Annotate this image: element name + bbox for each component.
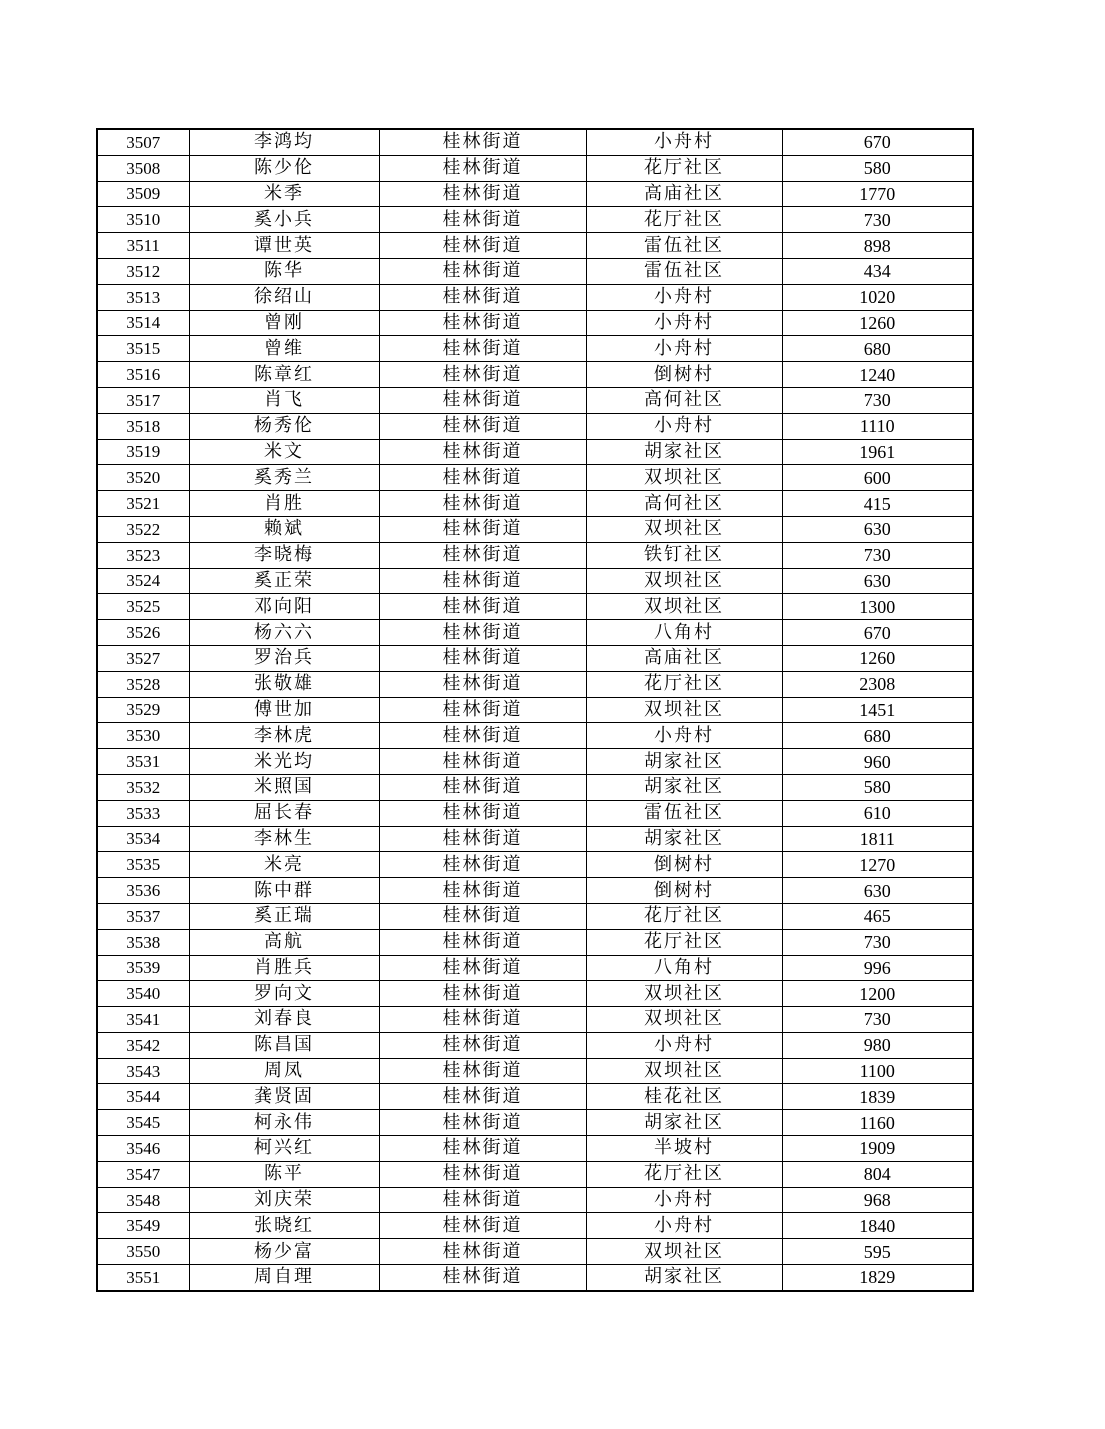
- village-cell: 小舟村: [586, 310, 782, 336]
- row-number-cell: 3523: [97, 542, 189, 568]
- village-cell: 小舟村: [586, 1213, 782, 1239]
- row-number-cell: 3518: [97, 413, 189, 439]
- amount-cell: 996: [782, 955, 973, 981]
- amount-cell: 434: [782, 258, 973, 284]
- table-body: [97, 129, 973, 1291]
- village-cell: 桂花社区: [586, 1084, 782, 1110]
- name-cell: 米光均: [189, 749, 379, 775]
- table-row: [97, 671, 973, 697]
- row-number-cell: 3528: [97, 671, 189, 697]
- village-cell: 胡家社区: [586, 1110, 782, 1136]
- amount-cell: 595: [782, 1239, 973, 1265]
- name-cell: 杨秀伦: [189, 413, 379, 439]
- table-row: [97, 1213, 973, 1239]
- name-cell: 米文: [189, 439, 379, 465]
- village-cell: 双坝社区: [586, 568, 782, 594]
- row-number-cell: 3511: [97, 233, 189, 259]
- amount-cell: 730: [782, 387, 973, 413]
- amount-cell: 630: [782, 878, 973, 904]
- row-number-cell: 3547: [97, 1161, 189, 1187]
- name-cell: 陈华: [189, 258, 379, 284]
- row-number-cell: 3526: [97, 620, 189, 646]
- amount-cell: 730: [782, 207, 973, 233]
- table-row: [97, 207, 973, 233]
- amount-cell: 580: [782, 155, 973, 181]
- row-number-cell: 3551: [97, 1265, 189, 1291]
- village-cell: 半坡村: [586, 1136, 782, 1162]
- street-cell: 桂林街道: [379, 981, 586, 1007]
- village-cell: 胡家社区: [586, 439, 782, 465]
- row-number-cell: 3508: [97, 155, 189, 181]
- street-cell: 桂林街道: [379, 723, 586, 749]
- street-cell: 桂林街道: [379, 155, 586, 181]
- table-row: [97, 129, 973, 155]
- amount-cell: 1839: [782, 1084, 973, 1110]
- village-cell: 倒树村: [586, 878, 782, 904]
- amount-cell: 1840: [782, 1213, 973, 1239]
- village-cell: 高何社区: [586, 387, 782, 413]
- amount-cell: 680: [782, 723, 973, 749]
- table-row: [97, 878, 973, 904]
- name-cell: 张敬雄: [189, 671, 379, 697]
- row-number-cell: 3538: [97, 929, 189, 955]
- amount-cell: 968: [782, 1187, 973, 1213]
- amount-cell: 630: [782, 568, 973, 594]
- amount-cell: 580: [782, 774, 973, 800]
- name-cell: 米照国: [189, 774, 379, 800]
- table-row: [97, 284, 973, 310]
- table-row: [97, 258, 973, 284]
- name-cell: 邓向阳: [189, 594, 379, 620]
- street-cell: 桂林街道: [379, 568, 586, 594]
- table-row: [97, 1161, 973, 1187]
- name-cell: 傅世加: [189, 697, 379, 723]
- street-cell: 桂林街道: [379, 491, 586, 517]
- amount-cell: 1020: [782, 284, 973, 310]
- name-cell: 柯永伟: [189, 1110, 379, 1136]
- street-cell: 桂林街道: [379, 181, 586, 207]
- row-number-cell: 3530: [97, 723, 189, 749]
- name-cell: 徐绍山: [189, 284, 379, 310]
- table-row: [97, 568, 973, 594]
- street-cell: 桂林街道: [379, 1136, 586, 1162]
- street-cell: 桂林街道: [379, 284, 586, 310]
- table-row: [97, 310, 973, 336]
- amount-cell: 1200: [782, 981, 973, 1007]
- amount-cell: 2308: [782, 671, 973, 697]
- table-row: [97, 1187, 973, 1213]
- street-cell: 桂林街道: [379, 594, 586, 620]
- village-cell: 花厅社区: [586, 903, 782, 929]
- row-number-cell: 3522: [97, 516, 189, 542]
- name-cell: 肖胜: [189, 491, 379, 517]
- row-number-cell: 3549: [97, 1213, 189, 1239]
- table-row: [97, 413, 973, 439]
- name-cell: 陈少伦: [189, 155, 379, 181]
- table-row: [97, 1007, 973, 1033]
- table-row: [97, 439, 973, 465]
- name-cell: 陈平: [189, 1161, 379, 1187]
- street-cell: 桂林街道: [379, 542, 586, 568]
- name-cell: 杨六六: [189, 620, 379, 646]
- name-cell: 奚正瑞: [189, 903, 379, 929]
- village-cell: 小舟村: [586, 413, 782, 439]
- name-cell: 罗治兵: [189, 645, 379, 671]
- village-cell: 高庙社区: [586, 181, 782, 207]
- village-cell: 高庙社区: [586, 645, 782, 671]
- street-cell: 桂林街道: [379, 207, 586, 233]
- village-cell: 花厅社区: [586, 1161, 782, 1187]
- village-cell: 双坝社区: [586, 465, 782, 491]
- subsidy-table: [96, 128, 974, 1292]
- street-cell: 桂林街道: [379, 233, 586, 259]
- table-row: [97, 542, 973, 568]
- street-cell: 桂林街道: [379, 1265, 586, 1291]
- village-cell: 八角村: [586, 620, 782, 646]
- amount-cell: 960: [782, 749, 973, 775]
- table-row: [97, 336, 973, 362]
- row-number-cell: 3545: [97, 1110, 189, 1136]
- table-row: [97, 1110, 973, 1136]
- village-cell: 小舟村: [586, 284, 782, 310]
- amount-cell: 465: [782, 903, 973, 929]
- row-number-cell: 3513: [97, 284, 189, 310]
- street-cell: 桂林街道: [379, 1239, 586, 1265]
- amount-cell: 600: [782, 465, 973, 491]
- row-number-cell: 3512: [97, 258, 189, 284]
- table-row: [97, 800, 973, 826]
- table-row: [97, 1239, 973, 1265]
- street-cell: 桂林街道: [379, 516, 586, 542]
- amount-cell: 730: [782, 1007, 973, 1033]
- street-cell: 桂林街道: [379, 697, 586, 723]
- table-row: [97, 774, 973, 800]
- village-cell: 双坝社区: [586, 697, 782, 723]
- amount-cell: 1260: [782, 645, 973, 671]
- street-cell: 桂林街道: [379, 671, 586, 697]
- row-number-cell: 3527: [97, 645, 189, 671]
- amount-cell: 1770: [782, 181, 973, 207]
- row-number-cell: 3548: [97, 1187, 189, 1213]
- street-cell: 桂林街道: [379, 1084, 586, 1110]
- amount-cell: 980: [782, 1032, 973, 1058]
- village-cell: 胡家社区: [586, 749, 782, 775]
- village-cell: 胡家社区: [586, 826, 782, 852]
- street-cell: 桂林街道: [379, 258, 586, 284]
- table-row: [97, 981, 973, 1007]
- table-row: [97, 852, 973, 878]
- row-number-cell: 3507: [97, 129, 189, 155]
- street-cell: 桂林街道: [379, 439, 586, 465]
- table-row: [97, 594, 973, 620]
- amount-cell: 610: [782, 800, 973, 826]
- table-row: [97, 929, 973, 955]
- name-cell: 周自理: [189, 1265, 379, 1291]
- name-cell: 奚小兵: [189, 207, 379, 233]
- row-number-cell: 3541: [97, 1007, 189, 1033]
- amount-cell: 804: [782, 1161, 973, 1187]
- street-cell: 桂林街道: [379, 1187, 586, 1213]
- name-cell: 陈中群: [189, 878, 379, 904]
- amount-cell: 1829: [782, 1265, 973, 1291]
- name-cell: 罗向文: [189, 981, 379, 1007]
- name-cell: 陈昌国: [189, 1032, 379, 1058]
- amount-cell: 1260: [782, 310, 973, 336]
- row-number-cell: 3517: [97, 387, 189, 413]
- name-cell: 米季: [189, 181, 379, 207]
- amount-cell: 670: [782, 620, 973, 646]
- row-number-cell: 3543: [97, 1058, 189, 1084]
- village-cell: 胡家社区: [586, 774, 782, 800]
- village-cell: 双坝社区: [586, 981, 782, 1007]
- village-cell: 八角村: [586, 955, 782, 981]
- row-number-cell: 3514: [97, 310, 189, 336]
- table-row: [97, 362, 973, 388]
- street-cell: 桂林街道: [379, 362, 586, 388]
- row-number-cell: 3519: [97, 439, 189, 465]
- table-row: [97, 955, 973, 981]
- name-cell: 米亮: [189, 852, 379, 878]
- name-cell: 刘春良: [189, 1007, 379, 1033]
- row-number-cell: 3539: [97, 955, 189, 981]
- amount-cell: 1451: [782, 697, 973, 723]
- amount-cell: 1909: [782, 1136, 973, 1162]
- street-cell: 桂林街道: [379, 1058, 586, 1084]
- village-cell: 小舟村: [586, 723, 782, 749]
- village-cell: 花厅社区: [586, 671, 782, 697]
- row-number-cell: 3510: [97, 207, 189, 233]
- name-cell: 周凤: [189, 1058, 379, 1084]
- street-cell: 桂林街道: [379, 878, 586, 904]
- street-cell: 桂林街道: [379, 749, 586, 775]
- row-number-cell: 3520: [97, 465, 189, 491]
- street-cell: 桂林街道: [379, 1110, 586, 1136]
- row-number-cell: 3529: [97, 697, 189, 723]
- name-cell: 陈章红: [189, 362, 379, 388]
- row-number-cell: 3546: [97, 1136, 189, 1162]
- table-row: [97, 903, 973, 929]
- row-number-cell: 3525: [97, 594, 189, 620]
- village-cell: 双坝社区: [586, 1058, 782, 1084]
- table-row: [97, 723, 973, 749]
- amount-cell: 1300: [782, 594, 973, 620]
- table-row: [97, 387, 973, 413]
- street-cell: 桂林街道: [379, 826, 586, 852]
- amount-cell: 1270: [782, 852, 973, 878]
- village-cell: 小舟村: [586, 1187, 782, 1213]
- amount-cell: 1811: [782, 826, 973, 852]
- name-cell: 李林生: [189, 826, 379, 852]
- row-number-cell: 3509: [97, 181, 189, 207]
- table-row: [97, 620, 973, 646]
- street-cell: 桂林街道: [379, 310, 586, 336]
- table-row: [97, 233, 973, 259]
- amount-cell: 1240: [782, 362, 973, 388]
- name-cell: 曾刚: [189, 310, 379, 336]
- name-cell: 曾维: [189, 336, 379, 362]
- name-cell: 李晓梅: [189, 542, 379, 568]
- amount-cell: 670: [782, 129, 973, 155]
- row-number-cell: 3532: [97, 774, 189, 800]
- table-row: [97, 491, 973, 517]
- street-cell: 桂林街道: [379, 903, 586, 929]
- row-number-cell: 3537: [97, 903, 189, 929]
- street-cell: 桂林街道: [379, 465, 586, 491]
- village-cell: 双坝社区: [586, 516, 782, 542]
- amount-cell: 1110: [782, 413, 973, 439]
- row-number-cell: 3524: [97, 568, 189, 594]
- village-cell: 小舟村: [586, 336, 782, 362]
- village-cell: 双坝社区: [586, 594, 782, 620]
- name-cell: 李鸿均: [189, 129, 379, 155]
- row-number-cell: 3533: [97, 800, 189, 826]
- village-cell: 双坝社区: [586, 1007, 782, 1033]
- table-row: [97, 1032, 973, 1058]
- table-row: [97, 749, 973, 775]
- table-row: [97, 465, 973, 491]
- village-cell: 双坝社区: [586, 1239, 782, 1265]
- name-cell: 高航: [189, 929, 379, 955]
- row-number-cell: 3544: [97, 1084, 189, 1110]
- street-cell: 桂林街道: [379, 1161, 586, 1187]
- street-cell: 桂林街道: [379, 1213, 586, 1239]
- village-cell: 花厅社区: [586, 155, 782, 181]
- village-cell: 花厅社区: [586, 207, 782, 233]
- amount-cell: 415: [782, 491, 973, 517]
- amount-cell: 730: [782, 542, 973, 568]
- name-cell: 屈长春: [189, 800, 379, 826]
- village-cell: 高何社区: [586, 491, 782, 517]
- name-cell: 张晓红: [189, 1213, 379, 1239]
- table-row: [97, 1084, 973, 1110]
- row-number-cell: 3536: [97, 878, 189, 904]
- village-cell: 倒树村: [586, 852, 782, 878]
- row-number-cell: 3542: [97, 1032, 189, 1058]
- amount-cell: 1100: [782, 1058, 973, 1084]
- row-number-cell: 3540: [97, 981, 189, 1007]
- village-cell: 雷伍社区: [586, 233, 782, 259]
- name-cell: 肖飞: [189, 387, 379, 413]
- street-cell: 桂林街道: [379, 1032, 586, 1058]
- table-row: [97, 1265, 973, 1291]
- name-cell: 杨少富: [189, 1239, 379, 1265]
- name-cell: 谭世英: [189, 233, 379, 259]
- table-row: [97, 1058, 973, 1084]
- street-cell: 桂林街道: [379, 852, 586, 878]
- street-cell: 桂林街道: [379, 645, 586, 671]
- document-table-container: [96, 128, 972, 1292]
- table-row: [97, 645, 973, 671]
- name-cell: 赖斌: [189, 516, 379, 542]
- amount-cell: 630: [782, 516, 973, 542]
- name-cell: 奚正荣: [189, 568, 379, 594]
- village-cell: 雷伍社区: [586, 800, 782, 826]
- village-cell: 倒树村: [586, 362, 782, 388]
- row-number-cell: 3516: [97, 362, 189, 388]
- name-cell: 奚秀兰: [189, 465, 379, 491]
- name-cell: 柯兴红: [189, 1136, 379, 1162]
- row-number-cell: 3515: [97, 336, 189, 362]
- row-number-cell: 3531: [97, 749, 189, 775]
- amount-cell: 680: [782, 336, 973, 362]
- village-cell: 小舟村: [586, 1032, 782, 1058]
- name-cell: 龚贤固: [189, 1084, 379, 1110]
- village-cell: 雷伍社区: [586, 258, 782, 284]
- table-row: [97, 697, 973, 723]
- table-row: [97, 181, 973, 207]
- village-cell: 铁钉社区: [586, 542, 782, 568]
- row-number-cell: 3534: [97, 826, 189, 852]
- amount-cell: 1961: [782, 439, 973, 465]
- street-cell: 桂林街道: [379, 620, 586, 646]
- street-cell: 桂林街道: [379, 774, 586, 800]
- table-row: [97, 826, 973, 852]
- row-number-cell: 3521: [97, 491, 189, 517]
- village-cell: 小舟村: [586, 129, 782, 155]
- row-number-cell: 3535: [97, 852, 189, 878]
- village-cell: 胡家社区: [586, 1265, 782, 1291]
- amount-cell: 1160: [782, 1110, 973, 1136]
- amount-cell: 730: [782, 929, 973, 955]
- table-row: [97, 155, 973, 181]
- street-cell: 桂林街道: [379, 1007, 586, 1033]
- table-row: [97, 1136, 973, 1162]
- amount-cell: 898: [782, 233, 973, 259]
- street-cell: 桂林街道: [379, 929, 586, 955]
- name-cell: 肖胜兵: [189, 955, 379, 981]
- name-cell: 李林虎: [189, 723, 379, 749]
- village-cell: 花厅社区: [586, 929, 782, 955]
- street-cell: 桂林街道: [379, 413, 586, 439]
- street-cell: 桂林街道: [379, 129, 586, 155]
- street-cell: 桂林街道: [379, 336, 586, 362]
- table-row: [97, 516, 973, 542]
- street-cell: 桂林街道: [379, 800, 586, 826]
- street-cell: 桂林街道: [379, 955, 586, 981]
- row-number-cell: 3550: [97, 1239, 189, 1265]
- street-cell: 桂林街道: [379, 387, 586, 413]
- name-cell: 刘庆荣: [189, 1187, 379, 1213]
